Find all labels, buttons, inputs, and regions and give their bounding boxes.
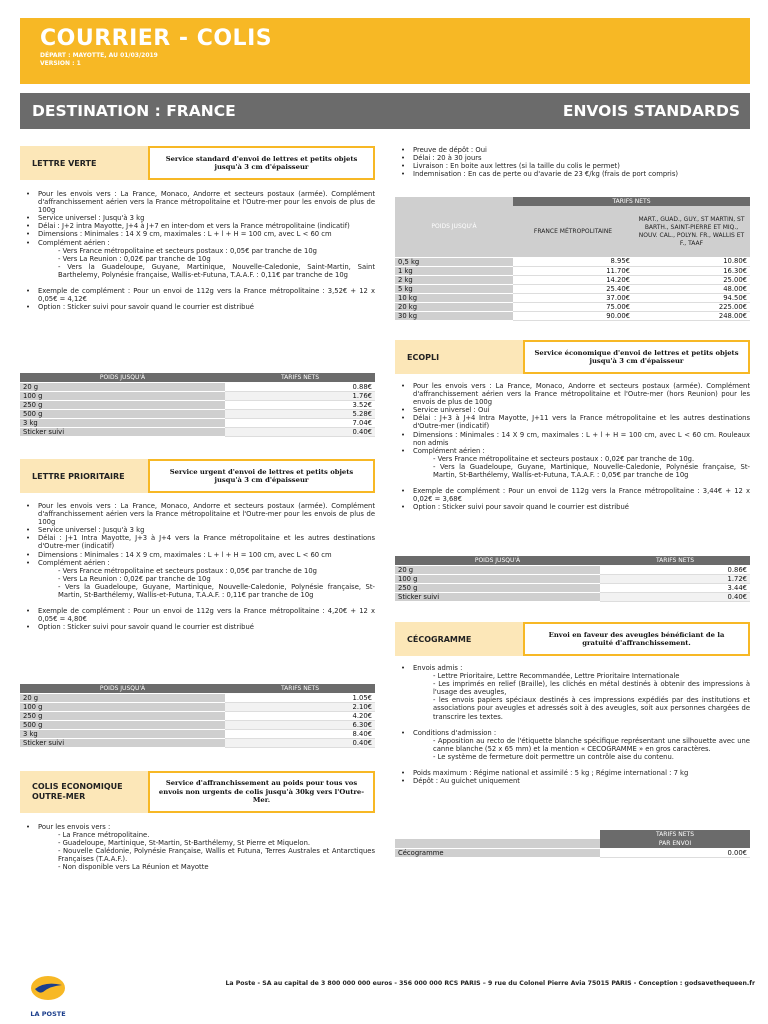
price-cell: 14.20€ <box>513 275 633 284</box>
price-cell: 7.04€ <box>225 418 375 427</box>
column-header: TARIFS NETS <box>225 684 375 693</box>
weight-cell: 30 kg <box>395 311 513 320</box>
lettre-prioritaire-header <box>20 459 375 493</box>
price-cell: 225.00€ <box>633 302 750 311</box>
price-cell: 94.50€ <box>633 293 750 302</box>
item-cell: Cécogramme <box>395 848 600 857</box>
price-cell: 75.00€ <box>513 302 633 311</box>
list-item: • Complément aérien : <box>20 239 375 247</box>
table-row <box>20 409 375 418</box>
list-subitem: - Apposition au recto de l'étiquette blanche spécifique représentant une silhouette avec une canne blanche (52 x 65 mm) et la mention « CECOGRAMME » en gros caractères. <box>433 736 750 753</box>
weight-cell: 10 kg <box>395 293 513 302</box>
departure-info: DÉPART : MAYOTTE, AU 01/03/2019 <box>40 52 158 59</box>
weight-cell: 250 g <box>20 711 225 720</box>
colis-tariff-table <box>395 197 750 321</box>
weight-cell: 20 g <box>395 565 600 574</box>
price-cell: 90.00€ <box>513 311 633 320</box>
table-row <box>20 418 375 427</box>
lettre-verte-header <box>20 146 375 180</box>
price-cell: 1.76€ <box>225 391 375 400</box>
weight-cell: Sticker suivi <box>20 427 225 436</box>
category-label: ENVOIS STANDARDS <box>562 102 740 120</box>
price-cell: 48.00€ <box>633 284 750 293</box>
section-label: CÉCOGRAMME <box>407 634 472 644</box>
cecogramme-tariff-table <box>395 830 750 858</box>
list-item: • Poids maximum : Régime national et assimilé : 5 kg ; Régime international : 7 kg <box>395 769 750 777</box>
column-header: TARIFS NETS <box>225 373 375 382</box>
price-cell: 0.00€ <box>600 848 750 857</box>
version-info: VERSION : 1 <box>40 60 81 67</box>
price-cell: 25.00€ <box>633 275 750 284</box>
la-poste-bird-icon <box>28 972 68 1004</box>
weight-cell: 100 g <box>395 574 600 583</box>
colis-om-details-continued <box>395 146 750 178</box>
section-description: Service standard d'envoi de lettres et petits objets jusqu'à 3 cm d'épaisseur <box>148 146 375 180</box>
list-item: • Envois admis : <box>395 664 750 672</box>
table-row <box>20 391 375 400</box>
price-cell: 10.80€ <box>633 257 750 266</box>
list-subitem: - Vers France métropolitaine et secteurs postaux : 0,05€ par tranche de 10g <box>58 566 317 575</box>
price-cell: 25.40€ <box>513 284 633 293</box>
table-row <box>395 257 750 266</box>
column-header: TARIFS NETS <box>600 830 750 839</box>
table-row <box>395 565 750 574</box>
weight-cell: 250 g <box>20 400 225 409</box>
list-subitem: - La France métropolitaine. <box>58 831 150 840</box>
list-subitem: - Nouvelle Calédonie, Polynésie Française, Wallis et Futuna, Terres Australes et Antarctiques Françaises (T.A.A.F.). <box>58 847 375 864</box>
table-row <box>20 400 375 409</box>
table-row <box>20 702 375 711</box>
price-cell: 8.95€ <box>513 257 633 266</box>
list-item: • Complément aérien : <box>20 559 375 567</box>
list-subitem: - Vers la Guadeloupe, Guyane, Martinique, Nouvelle-Caledonie, Polynésie française, St-Martin, St-Barthélemy, Wallis-et-Futuna, T.A.A.F. : 0,11€ par tranche de 10g <box>58 582 375 600</box>
weight-cell: 20 g <box>20 382 225 391</box>
list-item: • Livraison : En boite aux lettres (si la taille du colis le permet) <box>395 162 750 170</box>
list-subitem: - Vers La Reunion : 0,02€ par tranche de 10g <box>58 254 211 263</box>
table-row <box>20 427 375 436</box>
price-cell: 11.70€ <box>513 266 633 275</box>
weight-cell: 0,5 kg <box>395 257 513 266</box>
section-description: Service d'affranchissement au poids pour tous vos envois non urgents de colis jusqu'à 30kg vers l'Outre-Mer. <box>148 771 375 813</box>
table-row <box>395 266 750 275</box>
section-label-line: COLIS ECONOMIQUE <box>32 782 123 791</box>
column-header: POIDS JUSQU'À <box>395 197 513 257</box>
ecopli-tariff-table <box>395 556 750 602</box>
list-item: • Pour les envois vers : <box>20 823 375 831</box>
list-item: • Option : Sticker suivi pour savoir quand le courrier est distribué <box>20 623 375 631</box>
price-cell: 3.52€ <box>225 400 375 409</box>
list-item: • Dépôt : Au guichet uniquement <box>395 777 750 785</box>
price-cell: 248.00€ <box>633 311 750 320</box>
table-row <box>395 848 750 857</box>
price-cell: 4.20€ <box>225 711 375 720</box>
table-row <box>395 574 750 583</box>
section-description: Service urgent d'envoi de lettres et petits objets jusqu'à 3 cm d'épaisseur <box>148 459 375 493</box>
price-cell: 1.05€ <box>225 693 375 702</box>
weight-cell: Sticker suivi <box>20 738 225 747</box>
column-header: POIDS JUSQU'À <box>395 556 600 565</box>
list-subitem: - Non disponible vers La Réunion et Mayotte <box>58 863 209 872</box>
list-subitem: - Lettre Prioritaire, Lettre Recommandée, Lettre Prioritaire Internationale <box>433 672 680 681</box>
table-row <box>395 293 750 302</box>
section-description: Envoi en faveur des aveugles bénéficiant de la gratuité d'affranchissement. <box>523 622 750 656</box>
price-cell: 3.44€ <box>600 583 750 592</box>
ecopli-header <box>395 340 750 374</box>
list-subitem: - Le système de fermeture doit permettre un contrôle aise du contenu. <box>433 752 674 761</box>
weight-cell: 1 kg <box>395 266 513 275</box>
table-row <box>395 311 750 320</box>
cecogramme-details <box>395 664 750 785</box>
price-cell: 0.88€ <box>225 382 375 391</box>
section-label: LETTRE PRIORITAIRE <box>32 471 125 481</box>
column-header: TARIFS NETS <box>513 197 750 206</box>
section-label: ECOPLI <box>407 352 440 362</box>
list-item: • Exemple de complément : Pour un envoi de 112g vers la France métropolitaine : 3,44€ + 12 x 0,02€ = 3,68€ <box>395 487 750 503</box>
list-item: • Conditions d'admission : <box>395 729 750 737</box>
price-cell: 0.40€ <box>600 592 750 601</box>
list-item: • Délai : 20 à 30 jours <box>395 154 750 162</box>
logo-text: LA POSTE <box>30 1010 66 1018</box>
column-header: PAR ENVOI <box>600 839 750 848</box>
price-cell: 0.40€ <box>225 427 375 436</box>
list-item: • Option : Sticker suivi pour savoir quand le courrier est distribué <box>20 303 375 311</box>
weight-cell: Sticker suivi <box>395 592 600 601</box>
list-subitem: - Les imprimés en relief (Braille), les clichés en métal destinés à obtenir des impressions à l'usage des aveugles, <box>433 680 750 697</box>
list-item: • Service universel : Jusqu'à 3 kg <box>20 214 375 222</box>
list-subitem: - Vers La Reunion : 0,02€ par tranche de 10g <box>58 574 211 583</box>
list-subitem: - les envois papiers spéciaux destinés à ces impressions expédiés par des institutions et associations pour aveugles et adressés soit à des aveugles, soit aux personnes chargées de transcrire les textes. <box>433 696 750 721</box>
table-row <box>395 302 750 311</box>
weight-cell: 2 kg <box>395 275 513 284</box>
weight-cell: 3 kg <box>20 729 225 738</box>
list-item: • Délai : J+2 intra Mayotte, J+4 à J+7 en inter-dom et vers la France métropolitaine (indicatif) <box>20 222 375 230</box>
table-row <box>20 711 375 720</box>
table-row <box>395 284 750 293</box>
table-row <box>20 729 375 738</box>
table-row <box>20 720 375 729</box>
weight-cell: 3 kg <box>20 418 225 427</box>
price-cell: 2.10€ <box>225 702 375 711</box>
weight-cell: 100 g <box>20 391 225 400</box>
lettre-verte-details <box>20 190 375 311</box>
table-row <box>20 382 375 391</box>
list-item: • Pour les envois vers : La France, Monaco, Andorre et secteurs postaux (armée). Complément d'affranchissement aérien vers la France métropolitaine et l'Outre-mer pour les envois de plus de 100g <box>20 190 375 214</box>
weight-cell: 500 g <box>20 720 225 729</box>
weight-cell: 20 kg <box>395 302 513 311</box>
lettre-prioritaire-details <box>20 502 375 631</box>
section-description: Service économique d'envoi de lettres et petits objets jusqu'à 3 cm d'épaisseur <box>523 340 750 374</box>
cecogramme-header <box>395 622 750 656</box>
list-item: • Dimensions : Minimales : 14 X 9 cm, maximales : L + l + H = 100 cm, avec L < 60 cm <box>20 230 375 238</box>
list-subitem: - Vers la Guadeloupe, Guyane, Martinique, Nouvelle-Caledonie, Polynésie française, St-Martin, St-Barthélemy, Wallis-et-Futuna, T.A.A.F. : 0,05€ par tranche de 10g <box>433 462 750 480</box>
section-label: LETTRE VERTE <box>32 158 97 168</box>
list-subitem: - Vers France métropolitaine et secteurs postaux : 0,02€ par tranche de 10g. <box>433 454 695 463</box>
column-header: MART., GUAD., GUY., ST MARTIN, ST BARTH., SAINT-PIERRE ET MIQ., NOUV. CAL., POLYN. FR., WALLIS ET F., TAAF <box>633 206 750 257</box>
destination-bar <box>20 93 750 129</box>
price-cell: 0.86€ <box>600 565 750 574</box>
header-banner <box>20 18 750 84</box>
list-item: • Indemnisation : En cas de perte ou d'avarie de 23 €/kg (frais de port compris) <box>395 170 750 178</box>
list-item: • Option : Sticker suivi pour savoir quand le courrier est distribué <box>395 503 750 511</box>
list-item: • Délai : J+3 à J+4 Intra Mayotte, J+11 vers la France métropolitaine et les autres destinations d'Outre-mer (indicatif) <box>395 414 750 430</box>
list-subitem: - Vers la Guadeloupe, Guyane, Martinique, Nouvelle-Caledonie, Saint-Martin, Saint Barthelemy, Polynésie française, Wallis-et-Futuna, T.A.A.F. : 0,11€ par tranche de 10g <box>58 262 375 279</box>
column-header: FRANCE MÉTROPOLITAINE <box>513 206 633 257</box>
table-row <box>395 275 750 284</box>
destination-label: DESTINATION : FRANCE <box>32 102 236 120</box>
column-header: POIDS JUSQU'À <box>20 684 225 693</box>
column-header: POIDS JUSQU'À <box>20 373 225 382</box>
weight-cell: 100 g <box>20 702 225 711</box>
weight-cell: 500 g <box>20 409 225 418</box>
column-header: TARIFS NETS <box>600 556 750 565</box>
table-row <box>395 592 750 601</box>
list-item: • Service universel : Oui <box>395 406 750 414</box>
list-subitem: - Vers France métropolitaine et secteurs postaux : 0,05€ par tranche de 10g <box>58 246 317 255</box>
table-row <box>20 693 375 702</box>
price-cell: 37.00€ <box>513 293 633 302</box>
section-label <box>32 771 123 813</box>
table-row <box>20 738 375 747</box>
page-title: COURRIER - COLIS <box>40 26 273 51</box>
footer-legal: La Poste - SA au capital de 3 800 000 000 euros - 356 000 000 RCS PARIS – 9 rue du Colonel Pierre Avia 75015 PARIS - Conception : godsavethequeen.fr <box>225 980 755 987</box>
section-label-line: OUTRE-MER <box>32 792 86 801</box>
price-cell: 6.30€ <box>225 720 375 729</box>
list-item: • Exemple de complément : Pour un envoi de 112g vers la France métropolitaine : 4,20€ + 12 x 0,05€ = 4,80€ <box>20 607 375 623</box>
list-item: • Dimensions : Minimales : 14 X 9 cm, maximales : L + l + H = 100 cm, avec L < 60 cm. Rouleaux non admis <box>395 431 750 447</box>
price-cell: 1.72€ <box>600 574 750 583</box>
la-poste-logo <box>28 972 68 1016</box>
lettre-verte-tariff-table <box>20 373 375 437</box>
lettre-prioritaire-tariff-table <box>20 684 375 748</box>
list-subitem: - Guadeloupe, Martinique, St-Martin, St-Barthélemy, St Pierre et Miquelon. <box>58 839 311 848</box>
list-item: • Dimensions : Minimales : 14 X 9 cm, maximales : L + l + H = 100 cm, avec L < 60 cm <box>20 551 375 559</box>
list-item: • Complément aérien : <box>395 447 750 455</box>
list-item: • Pour les envois vers : La France, Monaco, Andorre et secteurs postaux (armée). Complément d'affranchissement aérien vers la France métropolitaine et l'Outre-mer pour les envois de plus de 100g <box>20 502 375 526</box>
list-item: • Service universel : Jusqu'à 3 kg <box>20 526 375 534</box>
list-item: • Pour les envois vers : La France, Monaco, Andorre et secteurs postaux (armée). Complément d'affranchissement aérien vers la France métropolitaine et l'Outre-mer (hors Reunion) pour les envois de plus de 100g <box>395 382 750 406</box>
price-cell: 8.40€ <box>225 729 375 738</box>
price-cell: 0.40€ <box>225 738 375 747</box>
weight-cell: 250 g <box>395 583 600 592</box>
table-row <box>395 583 750 592</box>
list-item: • Délai : J+1 Intra Mayotte, J+3 à J+4 vers la France métropolitaine et les autres destinations d'Outre-mer (indicatif) <box>20 534 375 550</box>
price-cell: 16.30€ <box>633 266 750 275</box>
list-item: • Exemple de complément : Pour un envoi de 112g vers la France métropolitaine : 3,52€ + 12 x 0,05€ = 4,12€ <box>20 287 375 303</box>
ecopli-details <box>395 382 750 511</box>
list-item: • Preuve de dépôt : Oui <box>395 146 750 154</box>
weight-cell: 20 g <box>20 693 225 702</box>
weight-cell: 5 kg <box>395 284 513 293</box>
price-cell: 5.28€ <box>225 409 375 418</box>
colis-om-header <box>20 771 375 813</box>
colis-om-details <box>20 823 375 872</box>
